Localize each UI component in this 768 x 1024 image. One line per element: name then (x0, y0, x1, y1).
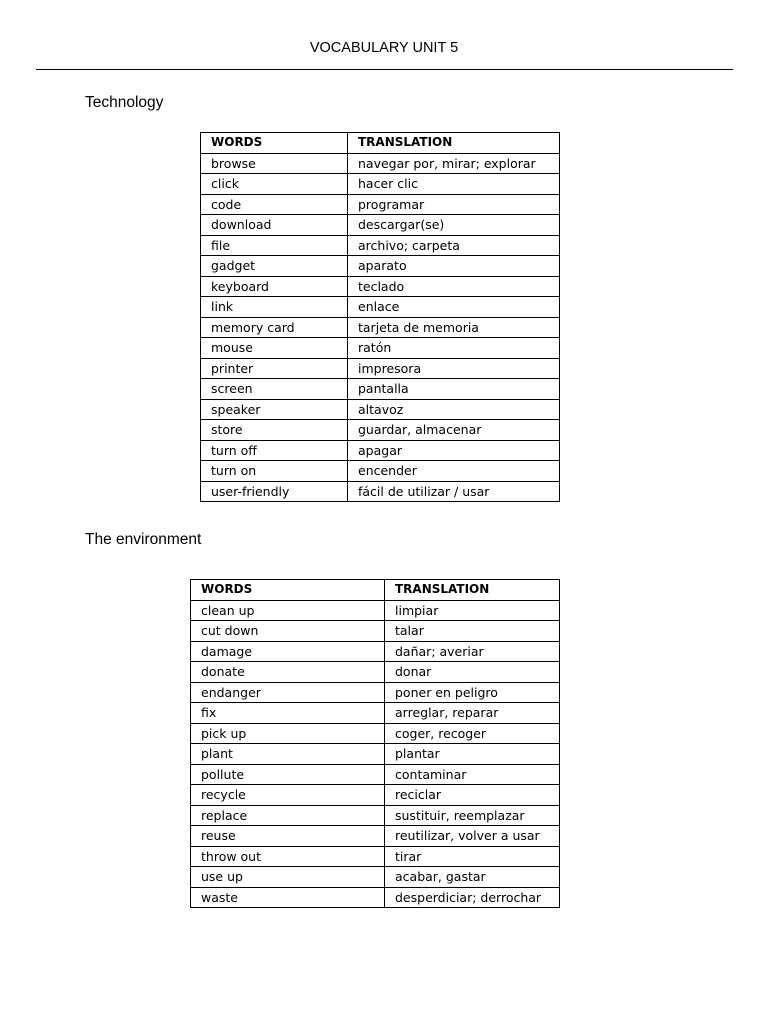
translation-cell: archivo; carpeta (348, 235, 560, 256)
word-cell: code (201, 194, 348, 215)
word-cell: browse (201, 153, 348, 174)
word-cell: gadget (201, 256, 348, 277)
word-cell: keyboard (201, 276, 348, 297)
word-cell: click (201, 174, 348, 195)
translation-cell: plantar (385, 744, 560, 765)
translation-cell: programar (348, 194, 560, 215)
word-cell: mouse (201, 338, 348, 359)
table-row (191, 764, 560, 785)
translation-cell: ratón (348, 338, 560, 359)
word-cell: link (201, 297, 348, 318)
word-cell: use up (191, 867, 385, 888)
word-cell: screen (201, 379, 348, 400)
translation-cell: coger, recoger (385, 723, 560, 744)
word-cell: throw out (191, 846, 385, 867)
table-row (191, 887, 560, 908)
translation-cell: navegar por, mirar; explorar (348, 153, 560, 174)
word-cell: file (201, 235, 348, 256)
translation-cell: reutilizar, volver a usar (385, 826, 560, 847)
table-row (201, 276, 560, 297)
word-cell: download (201, 215, 348, 236)
table-row (201, 215, 560, 236)
word-cell: damage (191, 641, 385, 662)
table-row (191, 867, 560, 888)
word-cell: user-friendly (201, 481, 348, 502)
table-row (201, 256, 560, 277)
table-row (201, 338, 560, 359)
translation-cell: acabar, gastar (385, 867, 560, 888)
word-cell: donate (191, 662, 385, 683)
table-row (191, 703, 560, 724)
translation-cell: apagar (348, 440, 560, 461)
table-row (201, 194, 560, 215)
table-row (201, 399, 560, 420)
word-cell: speaker (201, 399, 348, 420)
table-row (191, 662, 560, 683)
word-cell: turn on (201, 461, 348, 482)
title-divider (36, 69, 733, 70)
column-header-translation: TRANSLATION (385, 580, 560, 601)
translation-cell: tarjeta de memoria (348, 317, 560, 338)
translation-cell: arreglar, reparar (385, 703, 560, 724)
translation-cell: limpiar (385, 600, 560, 621)
table-row (201, 153, 560, 174)
environment-table-body (191, 600, 560, 908)
translation-cell: sustituir, reemplazar (385, 805, 560, 826)
translation-cell: altavoz (348, 399, 560, 420)
page-title: VOCABULARY UNIT 5 (309, 40, 459, 56)
table-row (191, 826, 560, 847)
word-cell: pick up (191, 723, 385, 744)
table-row (201, 358, 560, 379)
translation-cell: contaminar (385, 764, 560, 785)
translation-cell: reciclar (385, 785, 560, 806)
word-cell: store (201, 420, 348, 441)
environment-vocab-table (190, 579, 560, 908)
table-row (191, 682, 560, 703)
technology-vocab-table (200, 132, 560, 502)
table-row (201, 481, 560, 502)
word-cell: plant (191, 744, 385, 765)
table-row (191, 846, 560, 867)
table-row (191, 785, 560, 806)
table-row (201, 461, 560, 482)
translation-cell: guardar, almacenar (348, 420, 560, 441)
table-row (191, 805, 560, 826)
translation-cell: impresora (348, 358, 560, 379)
translation-cell: tirar (385, 846, 560, 867)
word-cell: recycle (191, 785, 385, 806)
section-heading-technology: Technology (85, 94, 164, 111)
word-cell: endanger (191, 682, 385, 703)
section-heading-environment: The environment (85, 531, 202, 548)
translation-cell: dañar; averiar (385, 641, 560, 662)
table-row (191, 600, 560, 621)
table-row (191, 723, 560, 744)
word-cell: memory card (201, 317, 348, 338)
word-cell: reuse (191, 826, 385, 847)
translation-cell: pantalla (348, 379, 560, 400)
word-cell: replace (191, 805, 385, 826)
table-row (201, 317, 560, 338)
table-header-row (201, 133, 560, 154)
word-cell: waste (191, 887, 385, 908)
word-cell: fix (191, 703, 385, 724)
translation-cell: enlace (348, 297, 560, 318)
translation-cell: teclado (348, 276, 560, 297)
translation-cell: talar (385, 621, 560, 642)
column-header-translation: TRANSLATION (348, 133, 560, 154)
table-row (191, 744, 560, 765)
table-row (201, 379, 560, 400)
table-header-row (191, 580, 560, 601)
table-row (201, 174, 560, 195)
table-row (201, 297, 560, 318)
translation-cell: descargar(se) (348, 215, 560, 236)
translation-cell: poner en peligro (385, 682, 560, 703)
word-cell: cut down (191, 621, 385, 642)
word-cell: printer (201, 358, 348, 379)
column-header-words: WORDS (191, 580, 385, 601)
technology-table-body (201, 153, 560, 502)
table-row (201, 440, 560, 461)
column-header-words: WORDS (201, 133, 348, 154)
word-cell: clean up (191, 600, 385, 621)
word-cell: pollute (191, 764, 385, 785)
table-row (201, 420, 560, 441)
translation-cell: desperdiciar; derrochar (385, 887, 560, 908)
translation-cell: donar (385, 662, 560, 683)
translation-cell: aparato (348, 256, 560, 277)
translation-cell: hacer clic (348, 174, 560, 195)
table-row (201, 235, 560, 256)
translation-cell: fácil de utilizar / usar (348, 481, 560, 502)
word-cell: turn off (201, 440, 348, 461)
table-row (191, 621, 560, 642)
table-row (191, 641, 560, 662)
translation-cell: encender (348, 461, 560, 482)
